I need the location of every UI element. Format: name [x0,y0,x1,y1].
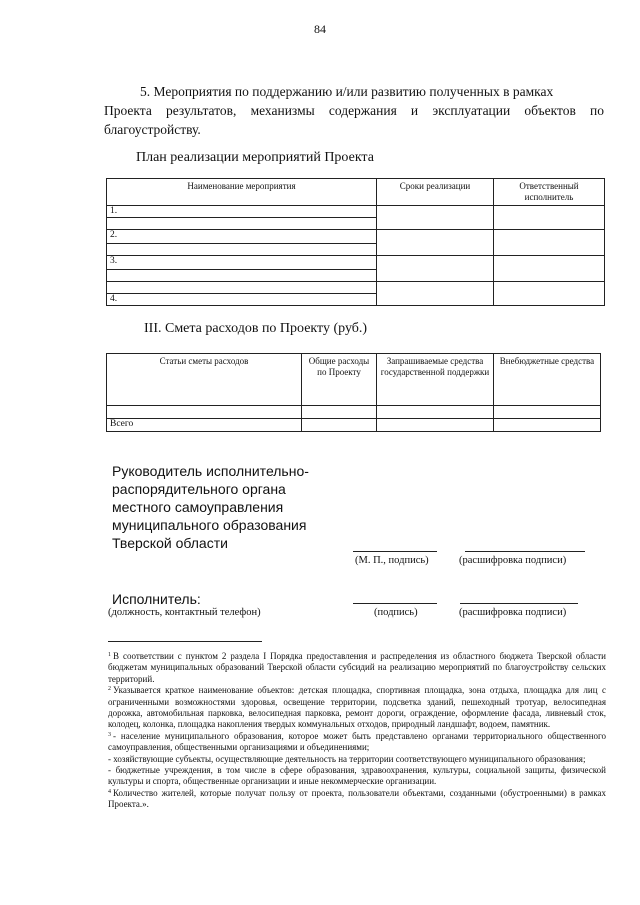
section-5-paragraph [104,82,604,139]
executor-decode-line [460,603,578,604]
smeta-header-total-expenses: Общие расходы по Проекту [302,354,377,406]
table-cell [107,282,377,294]
smeta-title: III. Смета расходов по Проекту (руб.) [144,321,368,336]
table-cell [494,282,605,306]
table-row [107,230,605,244]
plan-row-number: 4. [107,294,377,306]
table-cell [107,244,377,256]
table-row [107,256,605,270]
plan-header-row [107,179,605,206]
table-cell [377,419,494,432]
head-label-line: Руководитель исполнительно- [112,463,309,479]
table-cell [107,406,302,419]
table-cell [494,256,605,282]
head-signature-caption: (М. П., подпись) [355,555,429,566]
section-5-continuation: Проекта результатов, механизмы содержания и эксплуатации объектов по благоустройству. [104,103,604,137]
table-row [107,282,605,294]
smeta-header-extrabudgetary: Внебюджетные средства [494,354,601,406]
page-number: 84 [314,22,326,36]
plan-row-number: 2. [107,230,377,244]
plan-header-responsible: Ответственный исполнитель [494,179,605,206]
footnote [108,731,606,754]
head-signature-line [353,551,437,552]
table-cell [377,230,494,256]
head-label-line: Тверской области [112,535,228,551]
executor-signature-caption: (подпись) [374,607,418,618]
footnote-mark: 2 [108,686,111,693]
table-cell [494,206,605,230]
plan-table-title: План реализации мероприятий Проекта [136,150,374,165]
table-cell [302,419,377,432]
table-cell [377,206,494,230]
footnote-separator [108,641,262,642]
head-decode-line [465,551,585,552]
executor-decode-caption: (расшифровка подписи) [459,607,567,618]
footnote-text: - хозяйствующие субъекты, осуществляющие деятельность на территории соответствующего муниципального образования; [108,753,586,764]
footnote-mark: 4 [108,788,111,795]
head-decode-caption: (расшифровка подписи) [459,555,567,566]
smeta-header-items: Статьи сметы расходов [107,354,302,406]
plan-row-number: 3. [107,256,377,270]
footnote-text: - население муниципального образования, которое может быть представлено органами территориального общественного самоуправления, общественными организациями и объединениями; [108,730,606,753]
table-cell [107,270,377,282]
footnote [108,685,606,731]
smeta-header-row [107,354,601,406]
table-cell [377,406,494,419]
plan-row-number: 1. [107,206,377,218]
table-cell [494,230,605,256]
executor-subcaption: (должность, контактный телефон) [108,607,261,618]
footnote [108,754,606,765]
executor-label: Исполнитель: [112,591,201,607]
footnote-text: Количество жителей, которые получат пользу от проекта, пользователи объектами, созданными (обустроенными) в рамках Проекта.». [108,787,606,810]
head-label-line: муниципального образования [112,517,307,533]
plan-header-dates: Сроки реализации [377,179,494,206]
smeta-total-label: Всего [107,419,302,432]
table-cell [494,406,601,419]
footnote-text: Указывается краткое наименование объектов: детская площадка, спортивная площадка, зона отдыха, площадка для лиц с ограниченными возможностями здоровья, освещение территории, подсветка зданий, пешеходный тротуар, велосипедная дорожка, автомобильная парковка, велосипедная парковка, ремонт дороги, ограждение, оформление фасада, ливневый сток, колодец, колонка, площадка накопления твердых коммунальных отходов, природный ландшафт, водоем, памятник. [108,685,606,730]
footnotes [108,651,606,811]
smeta-table [106,353,601,432]
footnote-mark: 1 [108,652,111,658]
footnote-mark: 3 [108,731,111,738]
plan-header-name: Наименование мероприятия [107,179,377,206]
head-of-administration-label [112,462,362,552]
smeta-total-row [107,419,601,432]
table-row [107,206,605,218]
table-cell [377,256,494,282]
head-label-line: местного самоуправления [112,499,284,515]
section-5-first-line: 5. Мероприятия по поддержанию и/или развитию полученных в рамках [140,84,554,99]
table-cell [107,218,377,230]
footnote-text: В соответствии с пунктом 2 раздела I Порядка предоставления и распределения из областного бюджета Тверской области бюджетам муниципальных образований Тверской области субсидий на реализацию мероприятий по благоустройству сельских территорий. [108,651,606,684]
plan-table [106,178,605,306]
footnote-text: - бюджетные учреждения, в том числе в сфере образования, здравоохранения, культуры, социальной защиты, физической культуры и спорта, общественные организации и иные некоммерческие организации. [108,765,606,787]
head-label-line: распорядительного органа [112,481,286,497]
footnote [108,788,606,811]
executor-signature-line [353,603,437,604]
table-row [107,406,601,419]
footnote [108,765,606,788]
table-cell [377,282,494,306]
table-cell [302,406,377,419]
footnote [108,651,606,685]
table-cell [494,419,601,432]
smeta-header-requested-support: Запрашиваемые средства государственной поддержки [377,354,494,406]
